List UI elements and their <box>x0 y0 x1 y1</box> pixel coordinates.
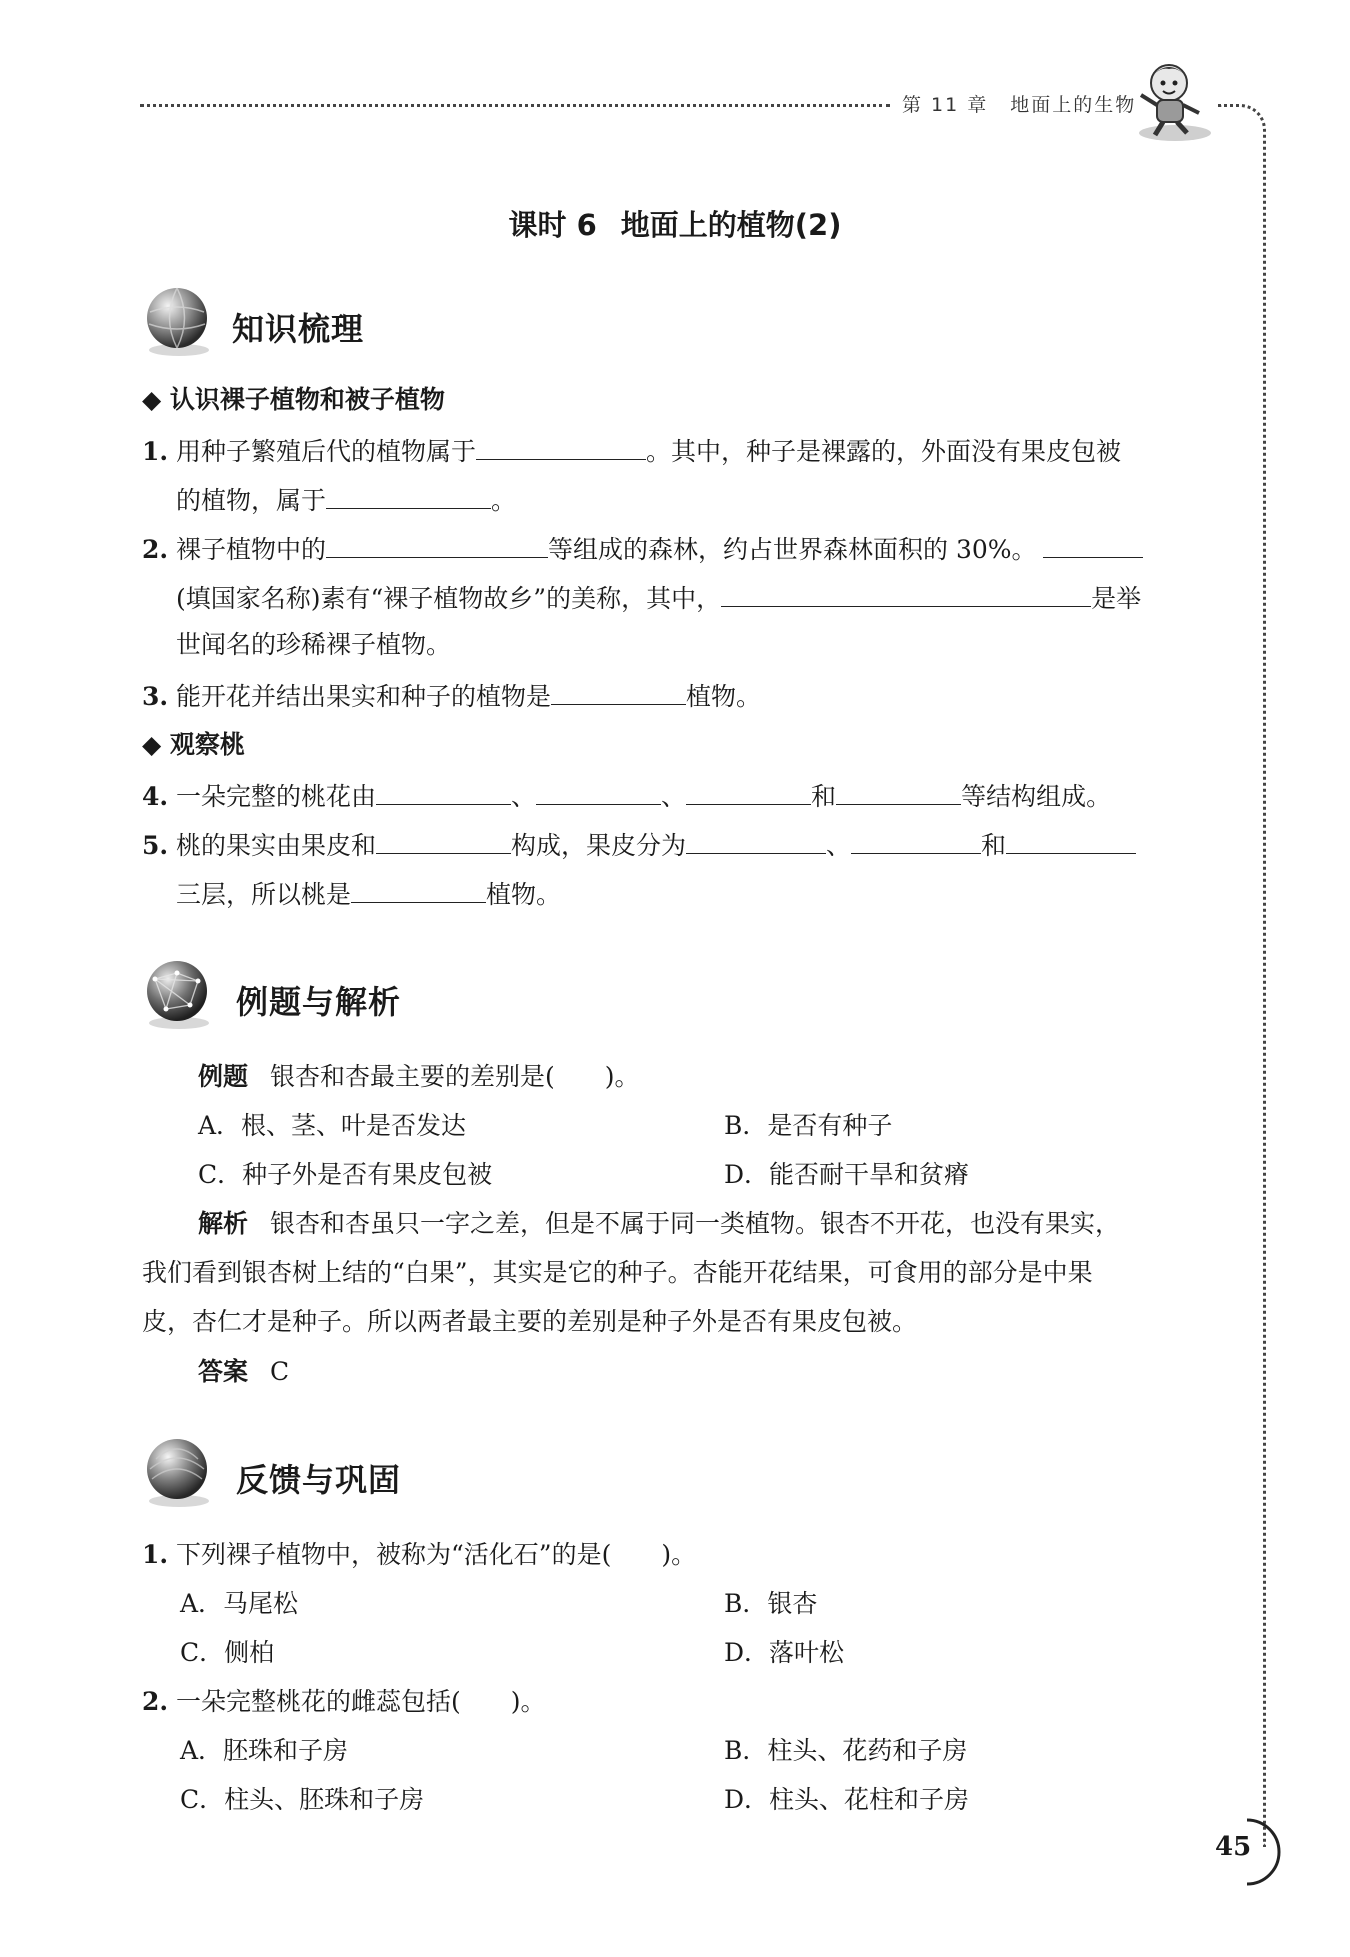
example-option-a[interactable]: A．根、茎、叶是否发达 <box>198 1111 467 1140</box>
answer-line <box>198 1356 289 1388</box>
example-option-d[interactable]: D．能否耐干旱和贫瘠 <box>724 1160 970 1189</box>
lesson-heading: 地面上的植物(2) <box>620 208 842 242</box>
feedback-q1-option-a[interactable]: A．马尾松 <box>180 1589 299 1618</box>
fill-blank[interactable] <box>1006 827 1136 854</box>
fill-blank[interactable] <box>376 778 511 805</box>
question-text: 植物。 <box>486 880 562 909</box>
lesson-title <box>0 203 1350 244</box>
question-text: (填国家名称)素有“裸子植物故乡”的美称，其中， <box>176 584 722 613</box>
feedback-q2-option-b[interactable]: B．柱头、花药和子房 <box>724 1736 968 1765</box>
section-example-heading <box>140 955 740 1035</box>
conjunction: 和 <box>981 831 1007 860</box>
separator: 、 <box>661 782 687 811</box>
sphere-icon <box>140 1433 218 1511</box>
question-text: 裸子植物中的 <box>176 535 327 564</box>
question-text: 等组成的森林，约占世界森林面积的 30%。 <box>548 535 1037 564</box>
fill-blank[interactable] <box>326 482 491 509</box>
feedback-q2-option-c[interactable]: C．柱头、胚珠和子房 <box>180 1785 425 1814</box>
question-number: 3. <box>142 682 169 711</box>
section-title: 反馈与巩固 <box>236 1461 402 1499</box>
question-text: 银杏和杏最主要的差别是( )。 <box>270 1062 640 1091</box>
subheading-gymnosperm-angiosperm: ◆ 认识裸子植物和被子植物 <box>142 385 445 414</box>
conjunction: 和 <box>811 782 837 811</box>
question-2-cont2: 世闻名的珍稀裸子植物。 <box>176 630 452 659</box>
analysis-line-3: 皮，杏仁才是种子。所以两者最主要的差别是种子外是否有果皮包被。 <box>142 1307 918 1336</box>
feedback-q1-option-d[interactable]: D．落叶松 <box>724 1638 845 1667</box>
separator: 、 <box>511 782 537 811</box>
fill-blank[interactable] <box>836 778 961 805</box>
page-number-badge <box>1205 1812 1285 1892</box>
question-2 <box>142 531 1143 566</box>
question-number: 4. <box>142 782 169 811</box>
question-number: 2. <box>142 535 169 564</box>
question-1-cont <box>176 482 516 517</box>
question-5-cont <box>176 876 561 911</box>
question-text: 桃的果实由果皮和 <box>176 831 377 860</box>
page-number: 45 <box>1215 1832 1252 1862</box>
feedback-q1-option-c[interactable]: C．侧柏 <box>180 1638 275 1667</box>
question-text: 三层，所以桃是 <box>176 880 352 909</box>
running-header <box>902 90 1136 117</box>
analysis-line-1 <box>198 1208 1120 1240</box>
question-text: 一朵完整桃花的雌蕊包括( )。 <box>176 1687 546 1716</box>
lesson-label: 课时 6 <box>508 208 597 242</box>
fill-blank[interactable] <box>686 778 811 805</box>
chapter-number: 第 11 章 <box>902 94 989 116</box>
question-text: 构成，果皮分为 <box>511 831 687 860</box>
example-option-b[interactable]: B．是否有种子 <box>724 1111 893 1140</box>
fill-blank[interactable] <box>326 531 548 558</box>
question-1 <box>142 433 1121 468</box>
feedback-q2-option-a[interactable]: A．胚珠和子房 <box>180 1736 349 1765</box>
separator: 、 <box>826 831 852 860</box>
feedback-question-2 <box>142 1686 546 1718</box>
header-dotted-line <box>140 104 890 107</box>
fill-blank[interactable] <box>721 580 1091 607</box>
example-option-c[interactable]: C．种子外是否有果皮包被 <box>198 1160 493 1189</box>
globe-icon <box>140 282 218 360</box>
question-text: 。 <box>491 486 517 515</box>
question-text: 是举 <box>1091 584 1142 613</box>
mascot-icon <box>1125 55 1215 145</box>
fill-blank[interactable] <box>851 827 981 854</box>
network-globe-icon <box>140 955 218 1033</box>
question-3 <box>142 678 761 713</box>
question-number: 2. <box>142 1687 169 1716</box>
section-title: 知识梳理 <box>232 310 365 348</box>
chapter-title: 地面上的生物 <box>1010 94 1137 116</box>
analysis-text: 银杏和杏虽只一字之差，但是不属于同一类植物。银杏不开花，也没有果实， <box>270 1209 1121 1238</box>
question-number: 5. <box>142 831 169 860</box>
fill-blank[interactable] <box>476 433 646 460</box>
feedback-question-1 <box>142 1539 696 1571</box>
fill-blank[interactable] <box>686 827 826 854</box>
question-text: 一朵完整的桃花由 <box>176 782 377 811</box>
answer-tag: 答案 <box>198 1357 249 1386</box>
question-text: 下列裸子植物中，被称为“活化石”的是( )。 <box>176 1540 697 1569</box>
question-text: 能开花并结出果实和种子的植物是 <box>176 682 552 711</box>
analysis-line-2: 我们看到银杏树上结的“白果”，其实是它的种子。杏能开花结果，可食用的部分是中果 <box>142 1258 1093 1287</box>
page-edge-dotted-border <box>1218 104 1266 1847</box>
section-knowledge-heading <box>140 282 740 362</box>
question-5 <box>142 827 1136 862</box>
example-question <box>198 1061 640 1093</box>
fill-blank[interactable] <box>536 778 661 805</box>
answer-value: C <box>270 1357 290 1386</box>
section-title: 例题与解析 <box>236 983 402 1021</box>
question-text: 。其中，种子是裸露的，外面没有果皮包被 <box>646 437 1122 466</box>
question-4 <box>142 778 1111 813</box>
fill-blank[interactable] <box>351 876 486 903</box>
analysis-tag: 解析 <box>198 1209 249 1238</box>
subheading-observe-peach: ◆ 观察桃 <box>142 730 245 759</box>
fill-blank[interactable] <box>1043 531 1143 558</box>
section-feedback-heading <box>140 1433 740 1513</box>
example-tag: 例题 <box>198 1062 249 1091</box>
question-text: 植物。 <box>686 682 762 711</box>
fill-blank[interactable] <box>551 678 686 705</box>
feedback-q1-option-b[interactable]: B．银杏 <box>724 1589 818 1618</box>
question-text: 的植物，属于 <box>176 486 327 515</box>
question-number: 1. <box>142 1540 169 1569</box>
fill-blank[interactable] <box>376 827 511 854</box>
question-text: 用种子繁殖后代的植物属于 <box>176 437 477 466</box>
question-number: 1. <box>142 437 169 466</box>
question-text: 等结构组成。 <box>961 782 1112 811</box>
feedback-q2-option-d[interactable]: D．柱头、花柱和子房 <box>724 1785 970 1814</box>
question-2-cont <box>176 580 1141 615</box>
